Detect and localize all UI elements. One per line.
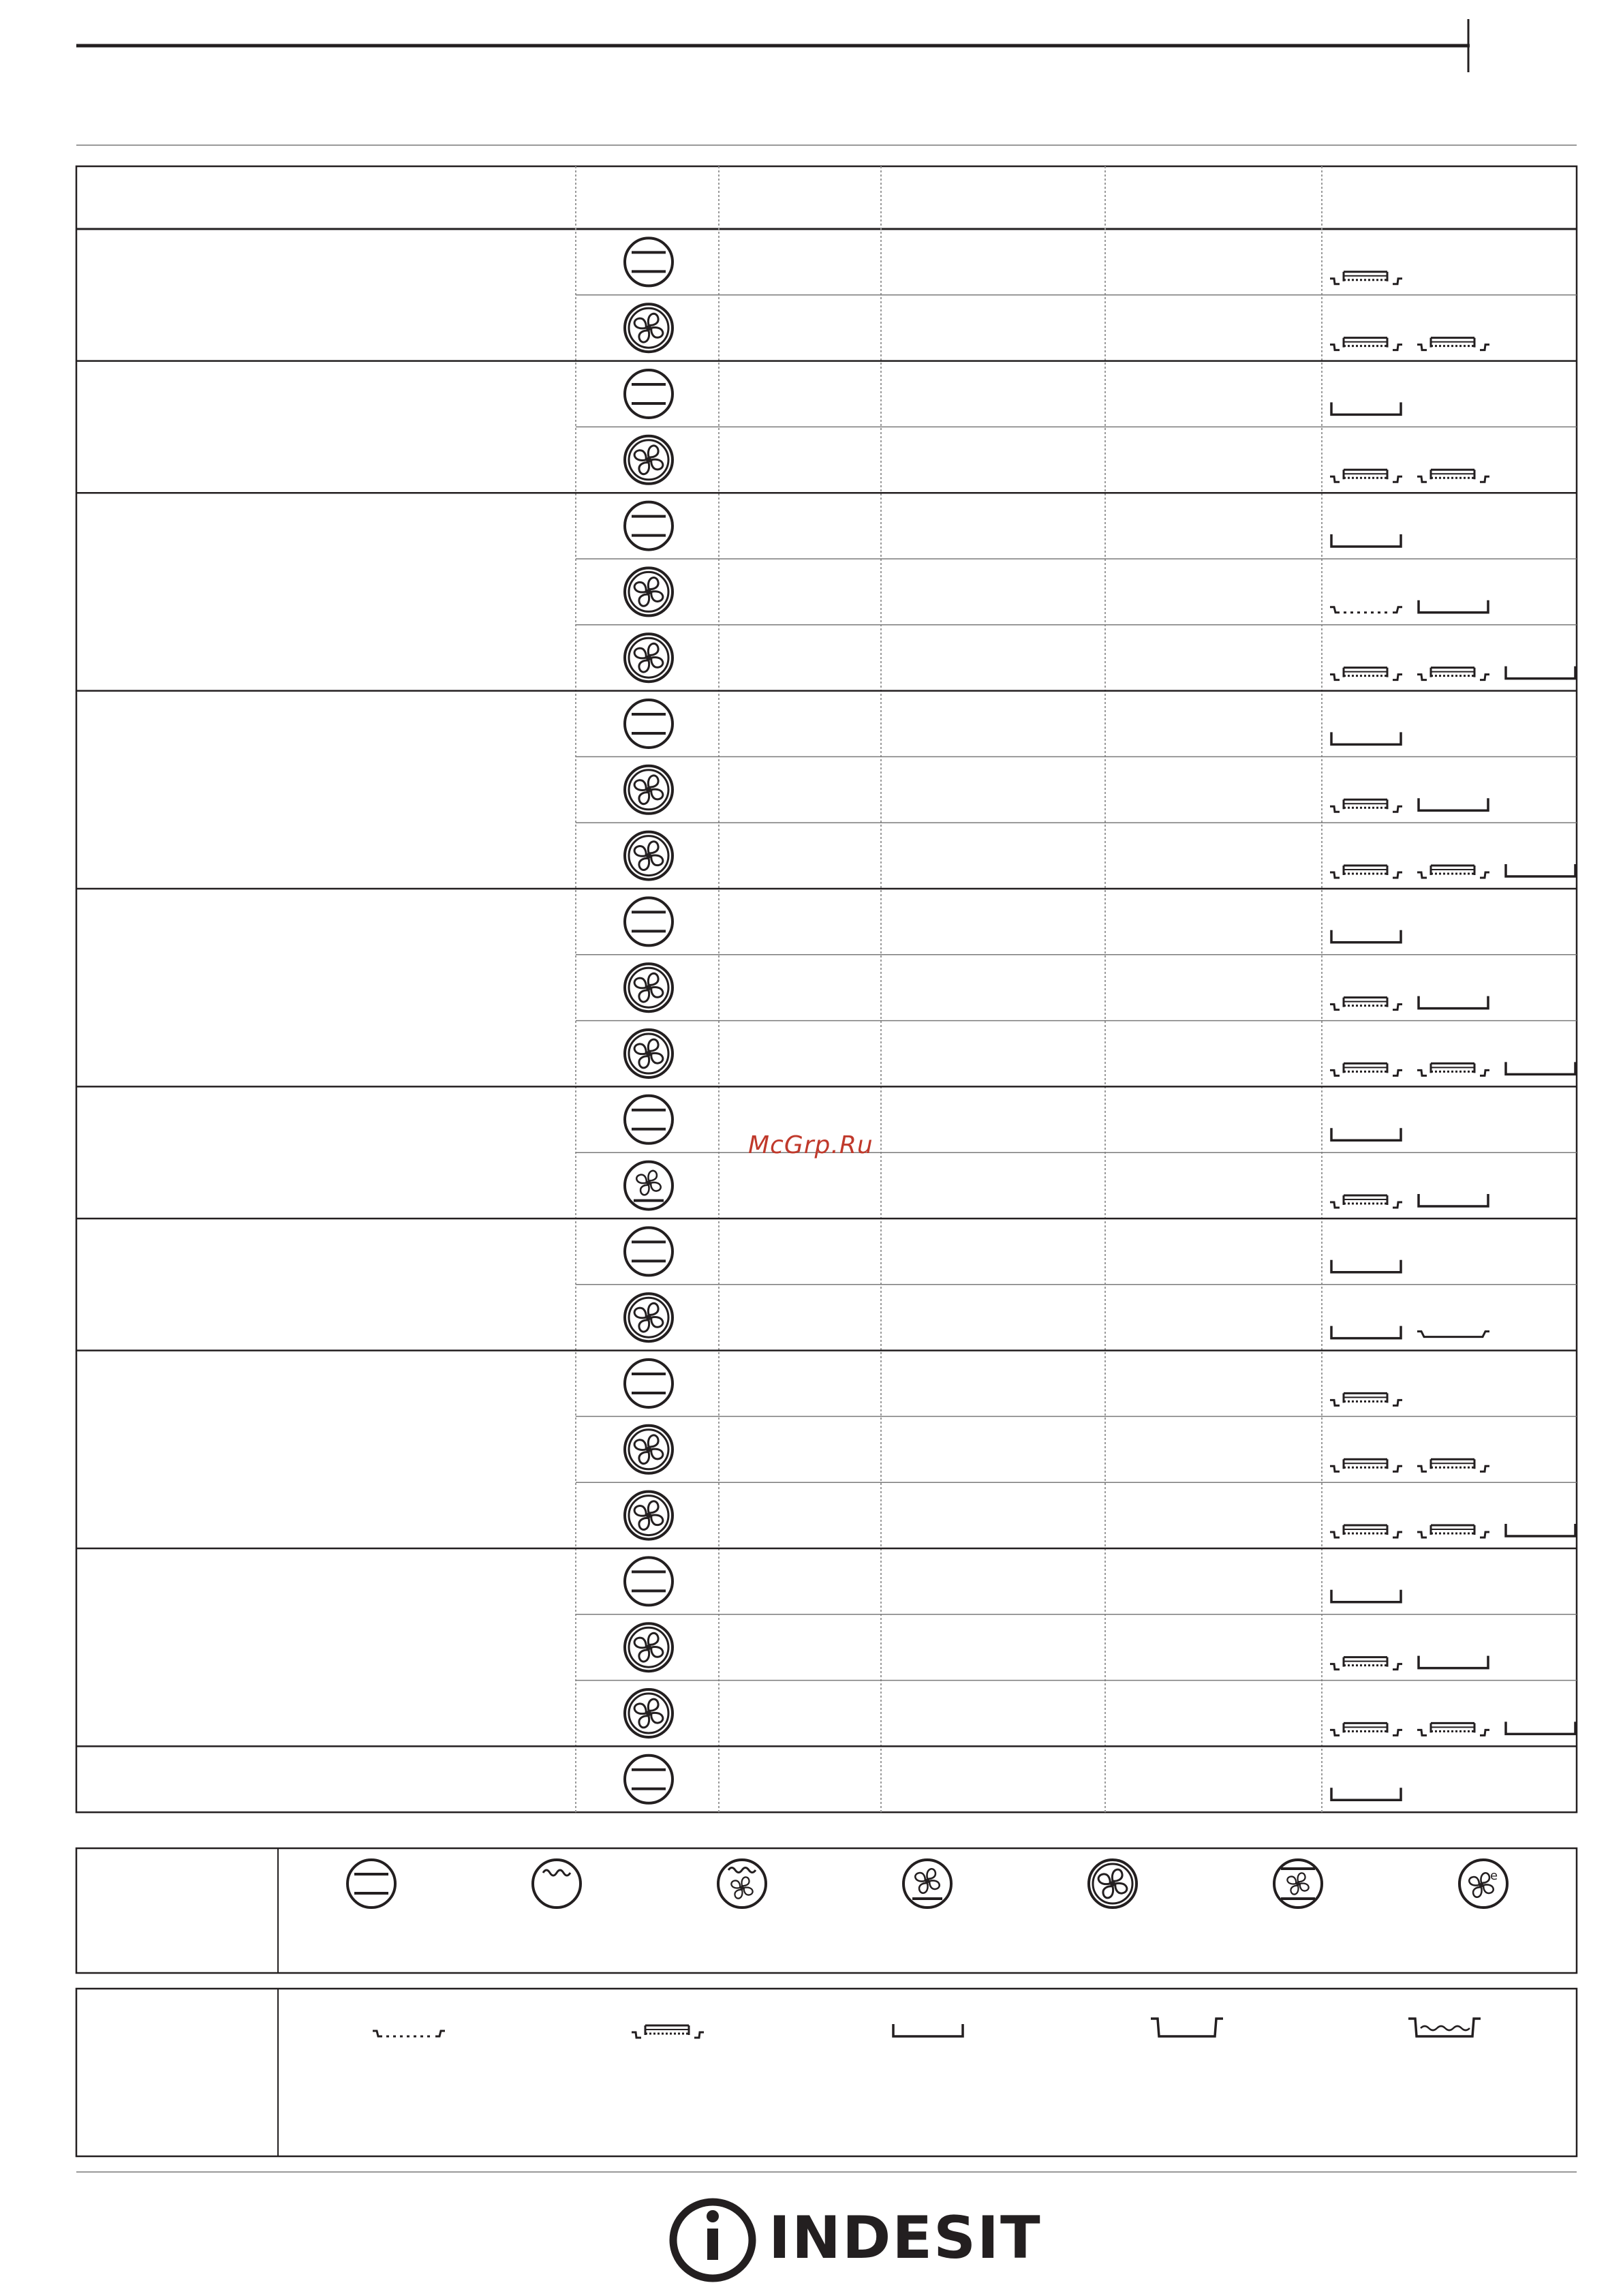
- fan-bottom-icon: [625, 1162, 673, 1210]
- rack-icon: [1417, 470, 1489, 482]
- static-icon: [625, 1756, 673, 1803]
- static-icon: [625, 898, 673, 945]
- legend-tables: [76, 1848, 1577, 2156]
- static-icon: [625, 1557, 673, 1605]
- fan-icon: [625, 1294, 673, 1341]
- brand-wordmark: INDESIT: [769, 2204, 1042, 2272]
- rack-icon: [1330, 668, 1402, 680]
- static-icon: [625, 1096, 673, 1144]
- cake-tin-icon: [893, 2024, 963, 2036]
- rack-icon: [1330, 1195, 1402, 1208]
- flat-tray-icon: [1417, 1332, 1489, 1337]
- static-icon: [625, 238, 673, 286]
- fan-icon: [625, 436, 673, 484]
- cake-tin-icon: [1331, 402, 1401, 414]
- drip-tray-icon: [1408, 2019, 1481, 2036]
- cake-tin-icon: [1331, 1326, 1401, 1338]
- cake-tin-icon: [1331, 1590, 1401, 1602]
- grill-fan-icon: [718, 1860, 766, 1908]
- fan-icon: [1089, 1860, 1137, 1908]
- cake-tin-icon: [1331, 1128, 1401, 1140]
- rack-icon: [1417, 1525, 1489, 1537]
- rack-icon: [1330, 272, 1402, 284]
- cake-tin-icon: [1506, 667, 1575, 679]
- cake-tin-icon: [1331, 930, 1401, 943]
- rack-icon: [1330, 1525, 1402, 1537]
- cooking-table: [76, 166, 1577, 1812]
- fan-icon: [625, 1689, 673, 1737]
- cake-tin-icon: [1419, 1656, 1488, 1668]
- rack-icon: [1330, 338, 1402, 350]
- static-icon: [625, 700, 673, 748]
- rack-icon: [1417, 338, 1489, 350]
- static-icon: [347, 1860, 395, 1908]
- rack-icon: [1417, 1459, 1489, 1471]
- cake-tin-icon: [1506, 864, 1575, 876]
- grill-icon: [533, 1860, 581, 1908]
- cake-tin-icon: [1331, 534, 1401, 547]
- cake-tin-icon: [1419, 996, 1488, 1009]
- rack-icon: [1417, 1063, 1489, 1075]
- cake-tin-icon: [1331, 1260, 1401, 1272]
- static-icon: [625, 502, 673, 550]
- rack-icon: [1330, 1657, 1402, 1670]
- cake-tin-icon: [1506, 1524, 1575, 1536]
- static-icon: [625, 1360, 673, 1407]
- fan-icon: [625, 1030, 673, 1077]
- cake-tin-icon: [1331, 732, 1401, 744]
- static-icon: [625, 370, 673, 418]
- rack-icon: [1417, 668, 1489, 680]
- cake-tin-icon: [1419, 1194, 1488, 1206]
- rack-icon: [1330, 998, 1402, 1010]
- eco-fan-icon: [1459, 1860, 1507, 1908]
- fan-icon: [625, 568, 673, 615]
- cake-tin-icon: [1419, 600, 1488, 613]
- fan-icon: [625, 1623, 673, 1671]
- table-border: [76, 166, 1577, 1812]
- rack-icon: [1330, 1459, 1402, 1471]
- watermark: McGrp.Ru: [748, 1131, 874, 1159]
- fan-icon: [625, 1492, 673, 1540]
- fan-icon: [625, 766, 673, 814]
- rack-icon: [1417, 1723, 1489, 1735]
- cake-tin-icon: [1506, 1721, 1575, 1734]
- fan-icon: [625, 832, 673, 880]
- rack-icon: [1330, 1063, 1402, 1075]
- rack-icon: [1330, 1723, 1402, 1735]
- indesit-logo-mark: [673, 2202, 752, 2278]
- rack-icon: [1330, 470, 1402, 482]
- fan-icon: [625, 304, 673, 352]
- fan-icon: [625, 634, 673, 682]
- wire-shelf-icon: [373, 2031, 445, 2036]
- rack-icon: [1417, 866, 1489, 878]
- cake-tin-icon: [1506, 1062, 1575, 1074]
- baking-tray-icon: [1151, 2019, 1223, 2036]
- rack-icon: [632, 2025, 704, 2038]
- cake-tin-icon: [1331, 1788, 1401, 1800]
- static-icon: [625, 1227, 673, 1275]
- functions-legend-table: [76, 1848, 1577, 1973]
- rack-icon: [1330, 866, 1402, 878]
- fan-icon: [625, 964, 673, 1011]
- rack-icon: [1330, 799, 1402, 812]
- fan-bottom-icon: [903, 1860, 951, 1908]
- fan-top-bottom-icon: [1274, 1860, 1322, 1908]
- cake-tin-icon: [1419, 798, 1488, 810]
- wire-shelf-icon: [1330, 607, 1402, 613]
- fan-icon: [625, 1426, 673, 1473]
- rack-icon: [1330, 1393, 1402, 1405]
- accessories-legend-table: [76, 1989, 1577, 2156]
